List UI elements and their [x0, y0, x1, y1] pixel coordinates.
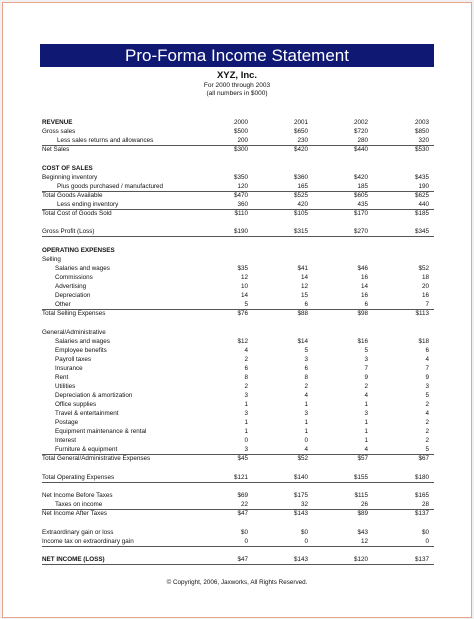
row-value: 3	[364, 410, 368, 417]
row-label: Net Income After Taxes	[42, 510, 107, 518]
row-label: Advertising	[55, 283, 87, 290]
row-value: 5	[244, 301, 248, 309]
row-value: $315	[293, 228, 308, 236]
row-value: $420	[353, 173, 368, 181]
row-value: 280	[357, 137, 368, 145]
row-value: 0	[244, 537, 248, 545]
row-value: 165	[297, 182, 308, 190]
statement-row	[42, 227, 434, 237]
row-label: Rent	[55, 373, 69, 381]
statement-row	[42, 454, 434, 463]
statement-row	[42, 337, 434, 346]
row-value: $350	[233, 173, 248, 181]
period-text: For 2000 through 2003	[203, 82, 271, 89]
row-value: $345	[414, 228, 429, 236]
row-value: 4	[244, 346, 248, 354]
row-value: 16	[360, 273, 368, 281]
row-value: 1	[244, 419, 248, 427]
row-value: 4	[425, 355, 429, 363]
row-value: 0	[304, 437, 308, 445]
row-value: $850	[414, 128, 429, 135]
row-value: 1	[364, 401, 368, 408]
row-value: 3	[304, 355, 308, 363]
row-value: 16	[360, 292, 368, 299]
row-value: $43	[357, 528, 368, 536]
row-value: 7	[364, 364, 368, 372]
row-value: $625	[414, 191, 429, 199]
row-label: Total Selling Expenses	[42, 310, 106, 318]
row-value: 6	[425, 346, 429, 354]
row-label: Postage	[55, 419, 79, 427]
row-value: $105	[293, 209, 308, 217]
row-value: 20	[421, 283, 429, 290]
row-value: $18	[418, 337, 429, 345]
row-value: $0	[300, 528, 308, 536]
row-label: Equipment maintenance & rental	[55, 428, 147, 436]
row-value: 2	[244, 355, 248, 363]
row-label: Plus goods purchased / manufactured	[57, 182, 164, 190]
row-value: 9	[425, 373, 429, 381]
row-label: OPERATING EXPENSES	[42, 246, 115, 254]
row-value: $76	[237, 310, 248, 318]
row-value: $143	[293, 556, 308, 564]
statement-row	[42, 373, 434, 382]
statement-row	[42, 246, 434, 255]
row-value: 5	[425, 446, 429, 454]
row-value: $180	[414, 473, 429, 481]
row-value: 12	[360, 537, 368, 545]
row-value: $67	[418, 455, 429, 463]
row-value: 14	[300, 273, 308, 281]
row-label: Less ending inventory	[57, 200, 119, 208]
row-value: 3	[244, 446, 248, 454]
row-value: $52	[418, 264, 429, 272]
row-value: $137	[414, 556, 429, 564]
row-value: 7	[425, 301, 429, 309]
row-value: $41	[297, 264, 308, 272]
statement-row	[42, 209, 434, 218]
statement-row	[42, 309, 434, 318]
row-value: 14	[240, 292, 248, 299]
row-label: Utilities	[55, 382, 76, 390]
row-value: 10	[240, 283, 248, 290]
statement-row	[42, 436, 434, 445]
statement-row	[42, 409, 434, 418]
row-value: $12	[237, 337, 248, 345]
row-value: 0	[244, 437, 248, 445]
units-text: (all numbers in $000)	[206, 90, 268, 97]
row-label: Commissions	[55, 273, 93, 281]
row-value: $57	[357, 455, 368, 463]
row-value: 120	[237, 182, 248, 190]
statement-row	[42, 273, 434, 282]
row-value: $440	[353, 146, 368, 154]
statement-row	[42, 191, 434, 200]
row-value: $165	[414, 492, 429, 500]
row-value: 4	[425, 410, 429, 417]
row-value: $143	[293, 510, 308, 518]
row-value: 3	[425, 382, 429, 390]
row-value: 440	[418, 200, 429, 208]
row-value: 28	[421, 501, 429, 509]
row-value: $113	[415, 310, 429, 318]
year-header: 2002	[353, 119, 368, 126]
row-value: 6	[364, 301, 368, 309]
row-label: Salaries and wages	[55, 264, 110, 272]
row-label: Office supplies	[55, 401, 97, 408]
row-value: 1	[244, 401, 248, 408]
row-value: $89	[357, 510, 368, 518]
row-value: $420	[293, 146, 308, 154]
row-value: 4	[304, 446, 308, 454]
row-value: 1	[304, 428, 308, 436]
row-value: $530	[414, 146, 429, 154]
row-value: 320	[418, 137, 429, 145]
row-label: COST OF SALES	[42, 164, 93, 172]
row-value: 3	[304, 410, 308, 417]
row-value: 435	[357, 200, 368, 208]
row-value: $16	[357, 337, 368, 345]
row-value: 14	[360, 283, 368, 290]
row-value: 6	[244, 364, 248, 372]
row-label: General/Administrative	[42, 328, 106, 336]
row-value: $300	[233, 146, 248, 154]
row-value: $52	[297, 455, 308, 463]
row-label: Depreciation	[55, 292, 91, 299]
row-value: 2	[425, 437, 429, 445]
row-value: 190	[418, 182, 429, 190]
statement-row	[42, 418, 434, 427]
row-value: 8	[304, 373, 308, 381]
statement-row	[42, 127, 434, 136]
row-value: 16	[421, 292, 429, 299]
statement-row	[42, 528, 434, 537]
row-value: 32	[300, 501, 308, 509]
row-value: 2	[304, 382, 308, 390]
statement-row	[42, 382, 434, 391]
row-value: $14	[297, 337, 308, 345]
row-value: $69	[237, 492, 248, 500]
statement-row	[42, 328, 434, 337]
row-value: $270	[353, 228, 368, 236]
row-value: 1	[364, 428, 368, 436]
row-value: 18	[421, 273, 429, 281]
row-label: Taxes on income	[55, 501, 103, 509]
row-value: $155	[353, 473, 368, 481]
row-label: Income tax on extraordinary gain	[42, 537, 134, 545]
row-label: Gross Profit (Loss)	[42, 228, 95, 236]
statement-row	[42, 537, 434, 547]
statement-row	[42, 164, 434, 173]
statement-row	[42, 118, 434, 127]
row-value: $720	[353, 128, 368, 135]
statement-row	[42, 555, 434, 565]
row-value: $47	[237, 556, 248, 564]
row-value: 3	[244, 410, 248, 417]
row-label: REVENUE	[42, 119, 73, 126]
row-label: Extraordinary gain or loss	[42, 528, 114, 536]
row-value: 12	[240, 273, 248, 281]
year-header: 2001	[293, 119, 308, 126]
row-value: 200	[237, 137, 248, 145]
row-value: $500	[233, 128, 248, 135]
row-value: 22	[240, 501, 248, 509]
row-value: $45	[237, 455, 248, 463]
statement-row	[42, 400, 434, 409]
company-name: XYZ, Inc.	[216, 70, 258, 81]
row-label: Total Goods Available	[42, 191, 103, 199]
row-label: Furniture & equipment	[55, 446, 118, 454]
row-value: $110	[234, 209, 248, 217]
row-value: $46	[357, 264, 368, 272]
row-value: $525	[293, 191, 308, 199]
row-value: 2	[244, 382, 248, 390]
row-value: 5	[304, 346, 308, 354]
row-value: $137	[414, 510, 429, 518]
row-value: 5	[364, 346, 368, 354]
page-title: Pro-Forma Income Statement	[40, 44, 434, 67]
row-value: 4	[304, 391, 308, 399]
row-value: 15	[300, 292, 308, 299]
row-label: Net Income Before Taxes	[42, 492, 113, 500]
row-label: Total Operating Expenses	[42, 473, 115, 481]
row-value: 1	[244, 428, 248, 436]
statement-row	[42, 291, 434, 300]
row-label: Other	[55, 301, 71, 309]
row-value: 8	[244, 373, 248, 381]
row-value: 6	[304, 364, 308, 372]
year-header: 2003	[414, 119, 429, 126]
row-value: 0	[304, 537, 308, 545]
row-label: Salaries and wages	[55, 337, 110, 345]
row-value: 2	[425, 401, 429, 408]
row-label: Depreciation & amortization	[55, 391, 133, 399]
row-label: Interest	[55, 437, 76, 445]
row-value: $0	[421, 528, 429, 536]
row-value: 2	[425, 419, 429, 427]
row-value: 12	[300, 283, 308, 290]
row-value: 360	[237, 200, 248, 208]
statement-row	[42, 264, 434, 273]
statement-row	[42, 491, 434, 500]
row-value: $435	[414, 173, 429, 181]
statement-row	[42, 355, 434, 364]
row-value: $190	[233, 228, 248, 236]
row-label: Payroll taxes	[55, 355, 92, 363]
year-header: 2000	[233, 119, 248, 126]
row-value: 3	[364, 355, 368, 363]
row-value: 420	[297, 200, 308, 208]
row-value: $360	[293, 173, 308, 181]
row-value: 6	[304, 301, 308, 309]
row-label: Insurance	[55, 364, 83, 372]
row-label: Net Sales	[42, 146, 70, 154]
row-label: Travel & entertainment	[55, 410, 119, 417]
row-value: $88	[297, 310, 308, 318]
statement-row	[42, 364, 434, 373]
row-value: $115	[354, 492, 368, 500]
row-label: Less sales returns and allowances	[57, 137, 154, 145]
row-value: 7	[425, 364, 429, 372]
row-value: 2	[425, 428, 429, 436]
row-value: 1	[364, 437, 368, 445]
row-label: NET INCOME (LOSS)	[42, 556, 105, 564]
row-value: 4	[364, 391, 368, 399]
row-value: $170	[353, 209, 368, 217]
row-value: $650	[293, 128, 308, 135]
statement-row	[42, 145, 434, 154]
row-value: 26	[360, 501, 368, 509]
row-label: Beginning inventory	[42, 173, 98, 181]
statement-row	[42, 473, 434, 483]
row-value: $47	[237, 510, 248, 518]
statement-row	[42, 173, 434, 182]
row-label: Employee benefits	[55, 346, 107, 354]
statement-row	[42, 427, 434, 436]
row-value: $35	[237, 264, 248, 272]
statement-row	[42, 509, 434, 518]
row-label: Gross sales	[42, 128, 76, 135]
row-value: 2	[364, 382, 368, 390]
row-value: 9	[364, 373, 368, 381]
row-value: 3	[244, 391, 248, 399]
row-value: 4	[364, 446, 368, 454]
statement-row	[42, 346, 434, 355]
row-value: $185	[414, 209, 429, 217]
row-label: Total Cost of Goods Sold	[42, 209, 112, 217]
row-value: 1	[304, 401, 308, 408]
statement-row	[42, 282, 434, 291]
row-value: $120	[353, 556, 368, 564]
statement-row	[42, 255, 434, 264]
row-value: 0	[425, 537, 429, 545]
row-value: $605	[353, 191, 368, 199]
row-value: $470	[233, 191, 248, 199]
row-value: 185	[357, 182, 368, 190]
row-label: Total General/Administrative Expenses	[42, 455, 151, 463]
row-value: $0	[240, 528, 248, 536]
row-value: 5	[425, 391, 429, 399]
statement-row	[42, 391, 434, 400]
row-value: $140	[293, 473, 308, 481]
row-value: $175	[293, 492, 308, 500]
row-value: $98	[357, 310, 368, 318]
copyright-footer: © Copyright, 2006, Jaxworks, All Rights Reserved.	[166, 579, 308, 586]
row-value: $121	[233, 473, 248, 481]
row-label: Selling	[42, 255, 61, 263]
row-value: 1	[304, 419, 308, 427]
row-value: 230	[297, 137, 308, 145]
row-value: 1	[364, 419, 368, 427]
